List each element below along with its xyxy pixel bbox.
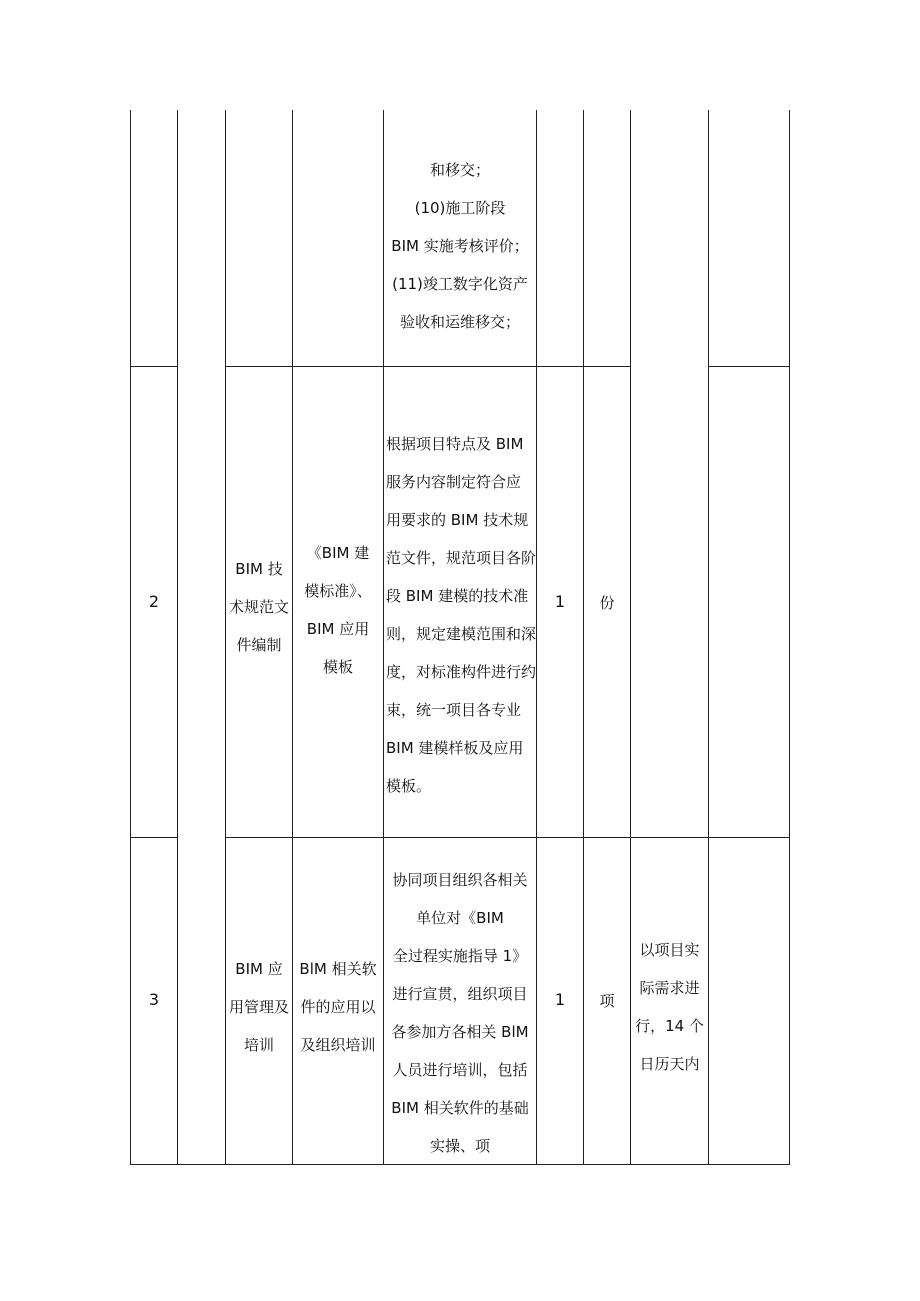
row3-quantity: 1: [554, 990, 566, 1009]
description-line: 模板。: [386, 777, 432, 795]
row-line: [130, 366, 177, 367]
row2-deliverable: [293, 534, 383, 686]
description-line: 协同项目组织各相关: [392, 871, 528, 889]
row2-unit: 份: [599, 594, 615, 612]
description-line: 则，规定建模范围和深: [386, 625, 537, 643]
item-line: BIM 应: [235, 960, 283, 978]
row3-deliverable: [293, 950, 383, 1064]
description-line: 人员进行培训，包括: [392, 1061, 528, 1079]
col-line: [177, 110, 178, 1165]
col-line: [708, 110, 709, 1165]
row3-unit: 项: [599, 992, 615, 1010]
row2-description: [386, 425, 536, 805]
deliverable-line: 模板: [322, 658, 353, 676]
item-line: 件编制: [236, 636, 282, 654]
deliverable-line: 模标准》、: [304, 582, 372, 600]
description-line: 验收和运维移交；: [399, 313, 520, 331]
description-line: BIM 相关软件的基础: [391, 1099, 529, 1117]
col-line: [789, 110, 790, 1165]
row-line: [130, 837, 177, 838]
item-line: BIM 技: [235, 560, 283, 578]
item-line: 术规范文: [228, 598, 289, 616]
description-line: (10)施工阶段: [414, 199, 506, 217]
deliverable-line: 件的应用以: [300, 998, 376, 1016]
item-line: 用管理及: [228, 998, 289, 1016]
row3-description: [384, 861, 536, 1165]
row-line: [708, 366, 790, 367]
row2-index: 2: [148, 592, 160, 611]
row2-quantity: 1: [554, 592, 566, 611]
deliverable-line: BlM 相关软: [299, 960, 377, 978]
description-line: 实操、项: [429, 1137, 490, 1155]
deliverable-line: BIM 应用: [306, 620, 370, 638]
description-line: 和移交；: [429, 161, 490, 179]
row-line: [225, 837, 790, 838]
time-line: 以项目实: [639, 941, 700, 959]
description-line: 单位对《BIM: [416, 909, 504, 927]
description-line: BIM 建模样板及应用: [386, 739, 524, 757]
description-line: 范文件，规范项目各阶: [386, 549, 537, 567]
row3-item: [226, 950, 292, 1064]
row3-index: 3: [148, 990, 160, 1009]
time-line: 际需求进: [639, 979, 700, 997]
row1-description: [384, 151, 536, 341]
description-line: 全过程实施指导 1》: [392, 947, 528, 965]
description-line: 进行宣贯，组织项目: [392, 985, 528, 1003]
description-line: (11)竣工数字化资产: [392, 275, 528, 293]
description-line: 用要求的 BIM 技术规: [386, 511, 529, 529]
row2-item: [226, 550, 292, 664]
description-line: BIM 实施考核评价；: [391, 237, 529, 255]
description-line: 各参加方各相关 BlM: [391, 1023, 529, 1041]
row3-time: [631, 931, 708, 1083]
description-line: 度，对标准构件进行约: [386, 663, 537, 681]
description-line: 服务内容制定符合应: [386, 473, 522, 491]
time-line: 行，14 个: [635, 1017, 704, 1035]
description-line: 段 BIM 建模的技术准: [386, 587, 529, 605]
deliverable-line: 及组织培训: [300, 1036, 376, 1054]
item-line: 培训: [243, 1036, 274, 1054]
row-line: [225, 366, 630, 367]
deliverable-line: 《BIM 建: [306, 544, 370, 562]
description-line: 束，统一项目各专业: [386, 701, 522, 719]
time-line: 日历天内: [639, 1055, 700, 1073]
description-line: 根据项目特点及 BIM: [386, 435, 524, 453]
